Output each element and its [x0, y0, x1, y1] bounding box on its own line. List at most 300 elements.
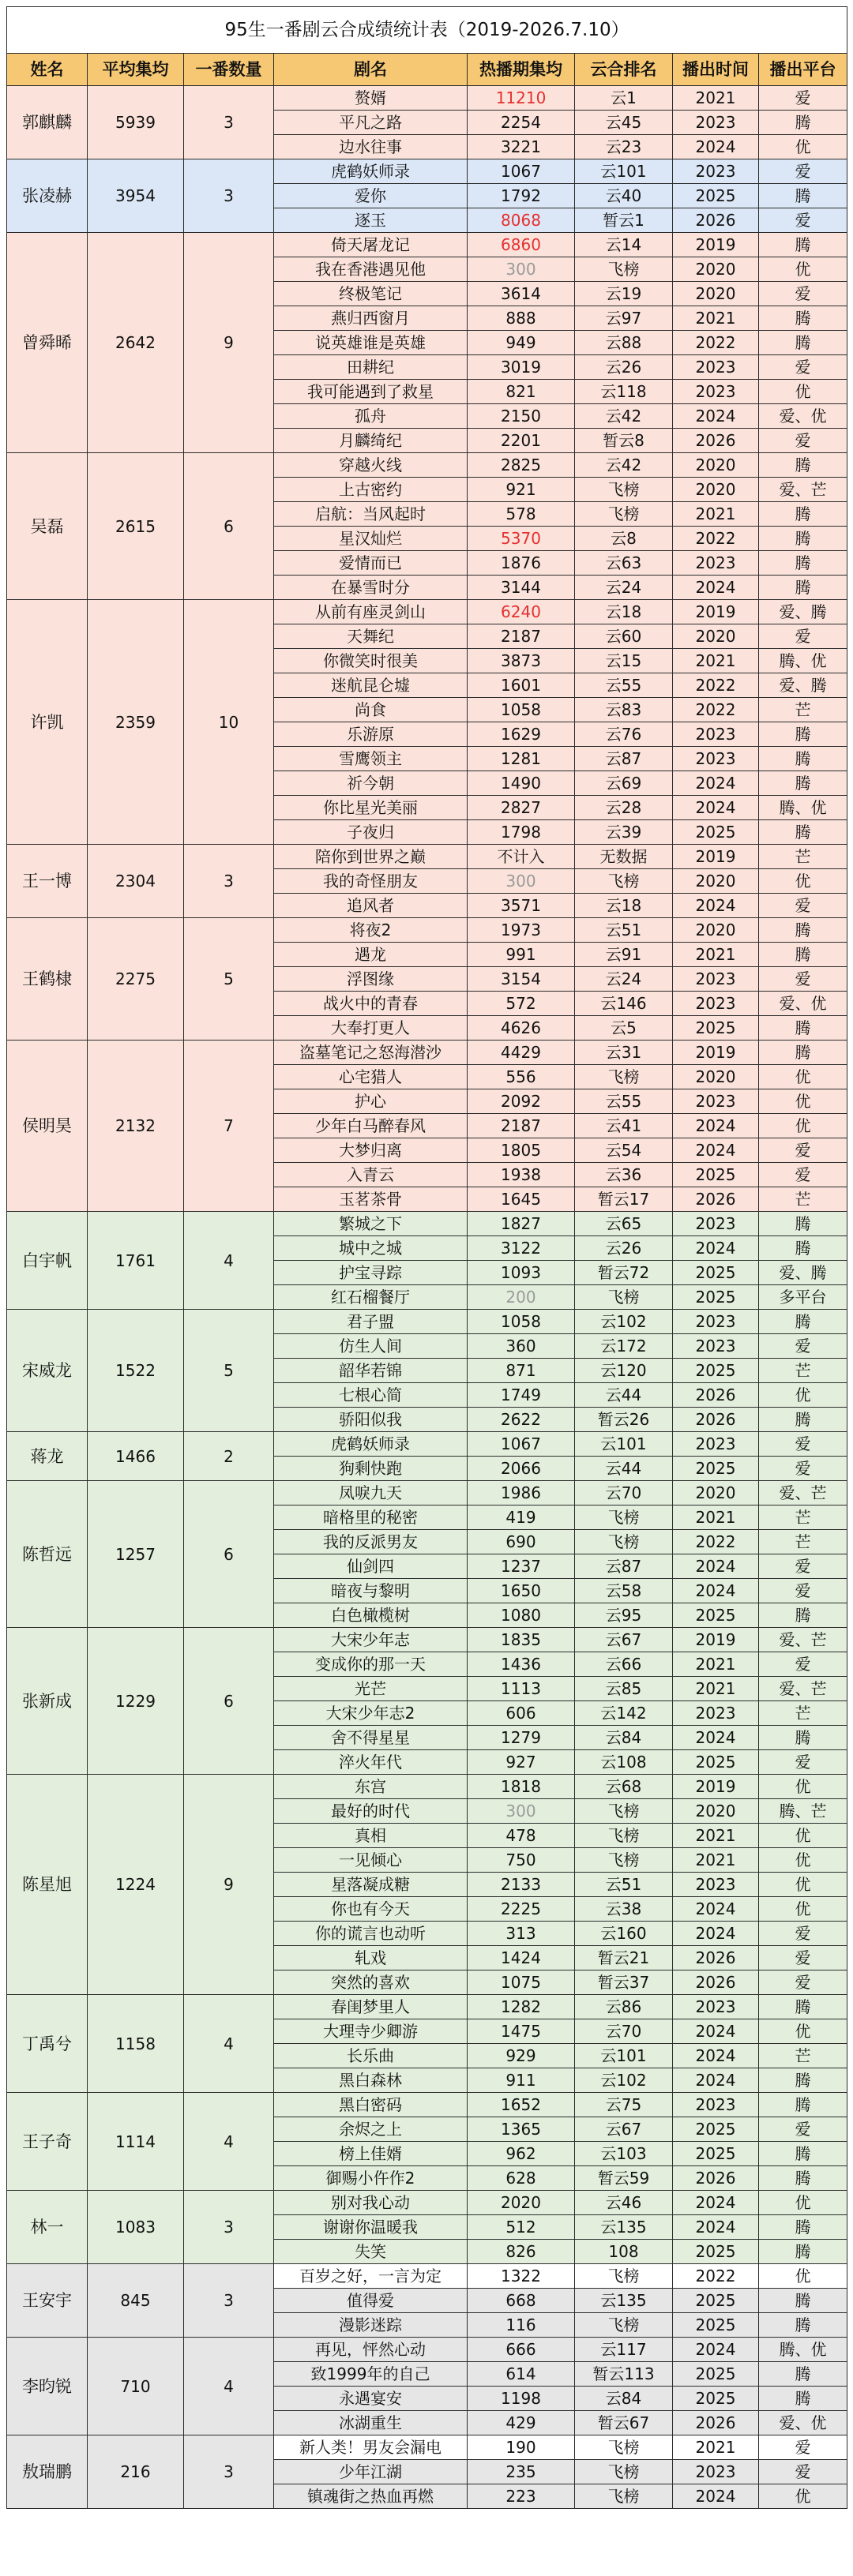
platform-cell: 爱: [759, 2117, 847, 2142]
drama-title-cell: 凤唳九天: [274, 1481, 468, 1505]
average-cell: 1522: [88, 1310, 184, 1432]
year-cell: 2020: [673, 1799, 759, 1824]
episode-avg-cell: 2201: [468, 429, 575, 453]
drama-title-cell: 大宋少年志2: [274, 1701, 468, 1726]
average-cell: 710: [88, 2338, 184, 2435]
episode-avg-cell: 1424: [468, 1946, 575, 1970]
drama-title-cell: 逐玉: [274, 208, 468, 233]
table-row: [7, 918, 847, 943]
platform-cell: 爱: [759, 1946, 847, 1970]
episode-avg-cell: 200: [468, 1285, 575, 1310]
platform-cell: 优: [759, 380, 847, 404]
drama-title-cell: 战火中的青春: [274, 992, 468, 1016]
year-cell: 2019: [673, 233, 759, 257]
episode-avg-cell: 478: [468, 1824, 575, 1848]
rank-cell: 云69: [575, 771, 673, 796]
rank-cell: 云88: [575, 331, 673, 355]
platform-cell: 腾: [759, 527, 847, 551]
drama-title-cell: 你的谎言也动听: [274, 1922, 468, 1946]
platform-cell: 腾: [759, 184, 847, 208]
drama-title-cell: 我的反派男友: [274, 1530, 468, 1554]
drama-title-cell: 致1999年的自己: [274, 2362, 468, 2387]
platform-cell: 腾: [759, 453, 847, 478]
platform-cell: 腾: [759, 1212, 847, 1236]
actor-name-cell: 郭麒麟: [7, 86, 88, 159]
year-cell: 2024: [673, 2215, 759, 2240]
year-cell: 2021: [673, 2435, 759, 2460]
drama-title-cell: 子夜归: [274, 820, 468, 845]
year-cell: 2023: [673, 1432, 759, 1457]
drama-title-cell: 将夜2: [274, 918, 468, 943]
table-row: [7, 2338, 847, 2362]
episode-avg-cell: 1322: [468, 2264, 575, 2289]
rank-cell: 云135: [575, 2289, 673, 2313]
year-cell: 2025: [673, 184, 759, 208]
rank-cell: 暂云21: [575, 1946, 673, 1970]
drama-title-cell: 少年江湖: [274, 2460, 468, 2484]
episode-avg-cell: 871: [468, 1359, 575, 1383]
year-cell: 2020: [673, 869, 759, 894]
drama-title-cell: 轧戏: [274, 1946, 468, 1970]
table-body: [7, 86, 847, 2509]
year-cell: 2024: [673, 2044, 759, 2068]
platform-cell: 爱: [759, 1457, 847, 1481]
drama-title-cell: 狗剩快跑: [274, 1457, 468, 1481]
drama-title-cell: 玉茗茶骨: [274, 1187, 468, 1212]
episode-avg-cell: 1198: [468, 2387, 575, 2411]
platform-cell: 腾、优: [759, 649, 847, 673]
platform-cell: 爱、腾: [759, 1261, 847, 1285]
drama-title-cell: 乐游原: [274, 722, 468, 747]
year-cell: 2025: [673, 1016, 759, 1041]
year-cell: 2026: [673, 429, 759, 453]
year-cell: 2021: [673, 649, 759, 673]
rank-cell: 暂云1: [575, 208, 673, 233]
episode-avg-cell: 1805: [468, 1138, 575, 1163]
rank-cell: 暂云72: [575, 1261, 673, 1285]
drama-title-cell: 在暴雪时分: [274, 576, 468, 600]
actor-name-cell: 曾舜晞: [7, 233, 88, 453]
rank-cell: 108: [575, 2240, 673, 2264]
year-cell: 2023: [673, 355, 759, 380]
platform-cell: 爱: [759, 2460, 847, 2484]
average-cell: 2132: [88, 1041, 184, 1212]
drama-title-cell: 迷航昆仑墟: [274, 673, 468, 698]
rank-cell: 云85: [575, 1677, 673, 1701]
year-cell: 2021: [673, 1652, 759, 1677]
platform-cell: 爱: [759, 1163, 847, 1187]
actor-name-cell: 王子奇: [7, 2093, 88, 2191]
year-cell: 2021: [673, 1848, 759, 1873]
header-year: 播出时间: [673, 54, 759, 86]
year-cell: 2024: [673, 1726, 759, 1750]
episode-avg-cell: 2254: [468, 111, 575, 135]
year-cell: 2021: [673, 306, 759, 331]
platform-cell: 爱: [759, 1922, 847, 1946]
table-row: [7, 453, 847, 478]
rank-cell: 云24: [575, 576, 673, 600]
rank-cell: 云91: [575, 943, 673, 967]
drama-title-cell: 仿生人间: [274, 1334, 468, 1359]
actor-name-cell: 张新成: [7, 1628, 88, 1775]
platform-cell: 腾: [759, 2289, 847, 2313]
rank-cell: 云117: [575, 2338, 673, 2362]
platform-cell: 优: [759, 1065, 847, 1089]
average-cell: 1229: [88, 1628, 184, 1775]
platform-cell: 爱: [759, 894, 847, 918]
drama-title-cell: 你微笑时很美: [274, 649, 468, 673]
episode-avg-cell: 6240: [468, 600, 575, 624]
average-cell: 2304: [88, 845, 184, 918]
count-cell: 5: [184, 918, 274, 1041]
count-cell: 5: [184, 1310, 274, 1432]
average-cell: 2359: [88, 600, 184, 845]
rank-cell: 云55: [575, 673, 673, 698]
year-cell: 2025: [673, 2289, 759, 2313]
year-cell: 2020: [673, 1065, 759, 1089]
episode-avg-cell: 666: [468, 2338, 575, 2362]
year-cell: 2024: [673, 894, 759, 918]
year-cell: 2024: [673, 796, 759, 820]
drama-title-cell: 虎鹤妖师录: [274, 1432, 468, 1457]
episode-avg-cell: 8068: [468, 208, 575, 233]
drama-title-cell: 榜上佳婿: [274, 2142, 468, 2166]
drama-title-cell: 仙剑四: [274, 1554, 468, 1579]
platform-cell: 腾: [759, 918, 847, 943]
platform-cell: 腾: [759, 331, 847, 355]
drama-title-cell: 浮图缘: [274, 967, 468, 992]
episode-avg-cell: 6860: [468, 233, 575, 257]
episode-avg-cell: 1113: [468, 1677, 575, 1701]
count-cell: 9: [184, 233, 274, 453]
year-cell: 2023: [673, 2093, 759, 2117]
episode-avg-cell: 419: [468, 1505, 575, 1530]
episode-avg-cell: 3144: [468, 576, 575, 600]
stats-table: [6, 6, 847, 2509]
drama-title-cell: 我可能遇到了救星: [274, 380, 468, 404]
episode-avg-cell: 2827: [468, 796, 575, 820]
rank-cell: 云44: [575, 1383, 673, 1408]
rank-cell: 云120: [575, 1359, 673, 1383]
rank-cell: 云58: [575, 1579, 673, 1603]
rank-cell: 无数据: [575, 845, 673, 869]
episode-avg-cell: 750: [468, 1848, 575, 1873]
drama-title-cell: 君子盟: [274, 1310, 468, 1334]
table-row: [7, 845, 847, 869]
year-cell: 2025: [673, 2313, 759, 2338]
rank-cell: 暂云59: [575, 2166, 673, 2191]
platform-cell: 腾: [759, 1995, 847, 2019]
platform-cell: 爱、芒: [759, 478, 847, 502]
rank-cell: 云135: [575, 2215, 673, 2240]
drama-title-cell: 暗夜与黎明: [274, 1579, 468, 1603]
episode-avg-cell: 1075: [468, 1970, 575, 1995]
drama-title-cell: 盗墓笔记之怒海潜沙: [274, 1041, 468, 1065]
drama-title-cell: 余烬之上: [274, 2117, 468, 2142]
platform-cell: 腾: [759, 2068, 847, 2093]
platform-cell: 爱: [759, 355, 847, 380]
rank-cell: 云67: [575, 2117, 673, 2142]
rank-cell: 云28: [575, 796, 673, 820]
table-row: [7, 1310, 847, 1334]
rank-cell: 云54: [575, 1138, 673, 1163]
episode-avg-cell: 2187: [468, 1114, 575, 1138]
year-cell: 2020: [673, 1481, 759, 1505]
year-cell: 2021: [673, 502, 759, 527]
year-cell: 2019: [673, 1041, 759, 1065]
rank-cell: 云142: [575, 1701, 673, 1726]
year-cell: 2024: [673, 2019, 759, 2044]
episode-avg-cell: 3873: [468, 649, 575, 673]
rank-cell: 暂云26: [575, 1408, 673, 1432]
platform-cell: 芒: [759, 1505, 847, 1530]
rank-cell: 飞榜: [575, 502, 673, 527]
rank-cell: 云118: [575, 380, 673, 404]
episode-avg-cell: 1792: [468, 184, 575, 208]
rank-cell: 云44: [575, 1457, 673, 1481]
year-cell: 2021: [673, 1824, 759, 1848]
rank-cell: 云19: [575, 282, 673, 306]
drama-title-cell: 红石榴餐厅: [274, 1285, 468, 1310]
rank-cell: 云42: [575, 404, 673, 429]
episode-avg-cell: 2225: [468, 1897, 575, 1922]
rank-cell: 云8: [575, 527, 673, 551]
year-cell: 2025: [673, 1285, 759, 1310]
episode-avg-cell: 3122: [468, 1236, 575, 1261]
year-cell: 2024: [673, 404, 759, 429]
actor-name-cell: 宋威龙: [7, 1310, 88, 1432]
rank-cell: 云26: [575, 1236, 673, 1261]
episode-avg-cell: 1986: [468, 1481, 575, 1505]
platform-cell: 爱: [759, 1970, 847, 1995]
year-cell: 2024: [673, 1114, 759, 1138]
rank-cell: 云1: [575, 86, 673, 111]
platform-cell: 芒: [759, 1187, 847, 1212]
rank-cell: 暂云8: [575, 429, 673, 453]
drama-title-cell: 突然的喜欢: [274, 1970, 468, 1995]
year-cell: 2023: [673, 1310, 759, 1334]
platform-cell: 腾: [759, 1408, 847, 1432]
episode-avg-cell: 1650: [468, 1579, 575, 1603]
year-cell: 2025: [673, 1750, 759, 1775]
year-cell: 2025: [673, 2387, 759, 2411]
platform-cell: 爱: [759, 2435, 847, 2460]
year-cell: 2022: [673, 527, 759, 551]
table-row: [7, 2435, 847, 2460]
episode-avg-cell: 628: [468, 2166, 575, 2191]
platform-cell: 爱: [759, 624, 847, 649]
platform-cell: 爱、芒: [759, 1628, 847, 1652]
platform-cell: 爱: [759, 1432, 847, 1457]
count-cell: 7: [184, 1041, 274, 1212]
episode-avg-cell: 1938: [468, 1163, 575, 1187]
platform-cell: 腾: [759, 502, 847, 527]
header-name: 姓名: [7, 54, 88, 86]
rank-cell: 云67: [575, 1628, 673, 1652]
platform-cell: 优: [759, 1824, 847, 1848]
average-cell: 3954: [88, 159, 184, 233]
episode-avg-cell: 1827: [468, 1212, 575, 1236]
year-cell: 2019: [673, 600, 759, 624]
rank-cell: 飞榜: [575, 478, 673, 502]
rank-cell: 云108: [575, 1750, 673, 1775]
average-cell: 2275: [88, 918, 184, 1041]
average-cell: 1224: [88, 1775, 184, 1995]
year-cell: 2026: [673, 1970, 759, 1995]
episode-avg-cell: 3614: [468, 282, 575, 306]
year-cell: 2026: [673, 1408, 759, 1432]
year-cell: 2022: [673, 698, 759, 722]
table-row: [7, 1212, 847, 1236]
drama-title-cell: 御赐小仵作2: [274, 2166, 468, 2191]
episode-avg-cell: 888: [468, 306, 575, 331]
platform-cell: 腾: [759, 1016, 847, 1041]
platform-cell: 多平台: [759, 1285, 847, 1310]
episode-avg-cell: 2020: [468, 2191, 575, 2215]
episode-avg-cell: 2133: [468, 1873, 575, 1897]
drama-title-cell: 七根心简: [274, 1383, 468, 1408]
header-episode-avg: 热播期集均: [468, 54, 575, 86]
table-row: [7, 600, 847, 624]
table-row: [7, 2264, 847, 2289]
actor-name-cell: 陈哲远: [7, 1481, 88, 1628]
rank-cell: 飞榜: [575, 2264, 673, 2289]
rank-cell: 云66: [575, 1652, 673, 1677]
episode-avg-cell: 2187: [468, 624, 575, 649]
rank-cell: 云36: [575, 1163, 673, 1187]
average-cell: 1158: [88, 1995, 184, 2093]
platform-cell: 腾: [759, 2093, 847, 2117]
rank-cell: 云45: [575, 111, 673, 135]
drama-title-cell: 护宝寻踪: [274, 1261, 468, 1285]
episode-avg-cell: 1818: [468, 1775, 575, 1799]
episode-avg-cell: 1652: [468, 2093, 575, 2117]
platform-cell: 腾: [759, 747, 847, 771]
rank-cell: 暂云67: [575, 2411, 673, 2435]
year-cell: 2025: [673, 1603, 759, 1628]
episode-avg-cell: 3154: [468, 967, 575, 992]
platform-cell: 芒: [759, 1359, 847, 1383]
episode-avg-cell: 991: [468, 943, 575, 967]
episode-avg-cell: 2825: [468, 453, 575, 478]
rank-cell: 云84: [575, 1726, 673, 1750]
drama-title-cell: 城中之城: [274, 1236, 468, 1261]
episode-avg-cell: 300: [468, 257, 575, 282]
episode-avg-cell: 690: [468, 1530, 575, 1554]
year-cell: 2020: [673, 453, 759, 478]
rank-cell: 云18: [575, 894, 673, 918]
year-cell: 2021: [673, 86, 759, 111]
rank-cell: 云65: [575, 1212, 673, 1236]
rank-cell: 云97: [575, 306, 673, 331]
platform-cell: 爱: [759, 1750, 847, 1775]
year-cell: 2019: [673, 845, 759, 869]
episode-avg-cell: 578: [468, 502, 575, 527]
count-cell: 3: [184, 2435, 274, 2509]
rank-cell: 云18: [575, 600, 673, 624]
rank-cell: 云172: [575, 1334, 673, 1359]
rank-cell: 云68: [575, 1775, 673, 1799]
year-cell: 2026: [673, 1187, 759, 1212]
episode-avg-cell: 116: [468, 2313, 575, 2338]
episode-avg-cell: 572: [468, 992, 575, 1016]
platform-cell: 爱: [759, 1579, 847, 1603]
rank-cell: 飞榜: [575, 1505, 673, 1530]
average-cell: 1761: [88, 1212, 184, 1310]
year-cell: 2023: [673, 111, 759, 135]
platform-cell: 芒: [759, 1701, 847, 1726]
platform-cell: 爱: [759, 86, 847, 111]
platform-cell: 腾: [759, 576, 847, 600]
actor-name-cell: 林一: [7, 2191, 88, 2264]
episode-avg-cell: 929: [468, 2044, 575, 2068]
drama-title-cell: 黑白密码: [274, 2093, 468, 2117]
platform-cell: 优: [759, 1383, 847, 1408]
count-cell: 4: [184, 2338, 274, 2435]
drama-title-cell: 少年白马醉春风: [274, 1114, 468, 1138]
drama-title-cell: 从前有座灵剑山: [274, 600, 468, 624]
rank-cell: 暂云17: [575, 1187, 673, 1212]
drama-title-cell: 黑白森林: [274, 2068, 468, 2093]
actor-name-cell: 王一博: [7, 845, 88, 918]
rank-cell: 云87: [575, 747, 673, 771]
drama-title-cell: 长乐曲: [274, 2044, 468, 2068]
episode-avg-cell: 1067: [468, 1432, 575, 1457]
year-cell: 2024: [673, 2484, 759, 2509]
platform-cell: 腾: [759, 771, 847, 796]
episode-avg-cell: 614: [468, 2362, 575, 2387]
episode-avg-cell: 1279: [468, 1726, 575, 1750]
platform-cell: 腾: [759, 2362, 847, 2387]
rank-cell: 暂云37: [575, 1970, 673, 1995]
rank-cell: 飞榜: [575, 869, 673, 894]
drama-title-cell: 失笑: [274, 2240, 468, 2264]
platform-cell: 爱: [759, 159, 847, 184]
count-cell: 9: [184, 1775, 274, 1995]
rank-cell: 飞榜: [575, 1530, 673, 1554]
rank-cell: 飞榜: [575, 1799, 673, 1824]
drama-title-cell: 星汉灿烂: [274, 527, 468, 551]
drama-title-cell: 值得爱: [274, 2289, 468, 2313]
rank-cell: 飞榜: [575, 2435, 673, 2460]
platform-cell: 腾: [759, 1041, 847, 1065]
drama-title-cell: 爱情而已: [274, 551, 468, 576]
platform-cell: 腾: [759, 2240, 847, 2264]
drama-title-cell: 韶华若锦: [274, 1359, 468, 1383]
episode-avg-cell: 4626: [468, 1016, 575, 1041]
year-cell: 2020: [673, 918, 759, 943]
platform-cell: 腾、优: [759, 796, 847, 820]
drama-title-cell: 大理寺少卿游: [274, 2019, 468, 2044]
platform-cell: 腾: [759, 820, 847, 845]
platform-cell: 爱: [759, 1138, 847, 1163]
rank-cell: 云102: [575, 1310, 673, 1334]
platform-cell: 爱、优: [759, 404, 847, 429]
rank-cell: 云70: [575, 2019, 673, 2044]
rank-cell: 云70: [575, 1481, 673, 1505]
rank-cell: 云95: [575, 1603, 673, 1628]
actor-name-cell: 蒋龙: [7, 1432, 88, 1481]
episode-avg-cell: 1093: [468, 1261, 575, 1285]
year-cell: 2023: [673, 1089, 759, 1114]
platform-cell: 腾: [759, 2166, 847, 2191]
rank-cell: 云75: [575, 2093, 673, 2117]
year-cell: 2024: [673, 2191, 759, 2215]
episode-avg-cell: 1749: [468, 1383, 575, 1408]
rank-cell: 云63: [575, 551, 673, 576]
drama-title-cell: 白色橄榄树: [274, 1603, 468, 1628]
table-row: [7, 233, 847, 257]
